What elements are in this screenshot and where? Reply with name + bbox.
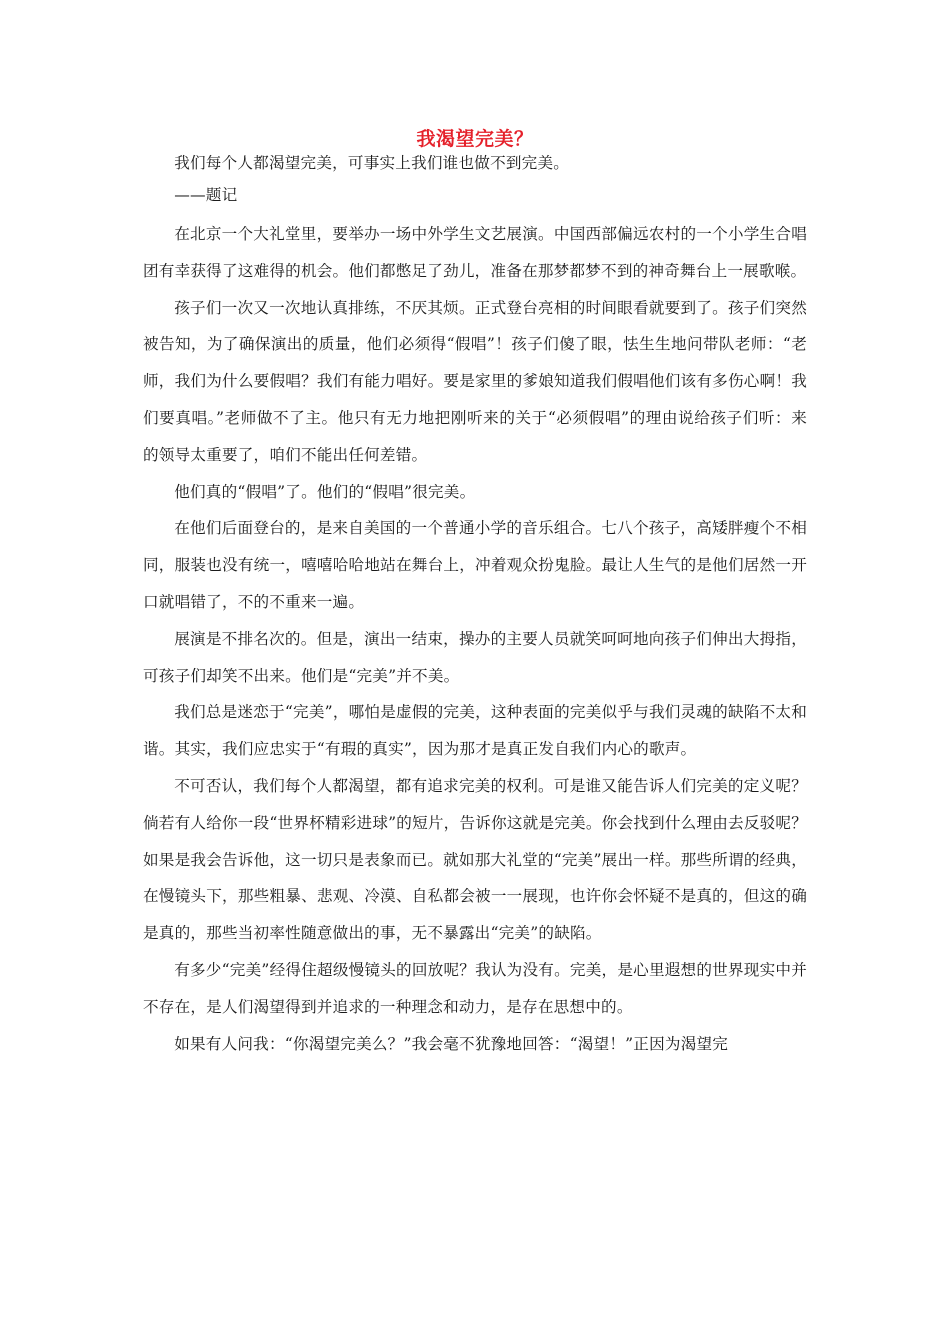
paragraph: 我们总是迷恋于“完美”，哪怕是虚假的完美，这种表面的完美似乎与我们灵魂的缺陷不太和谐。其实，我们应忠实于“有瑕的真实”，因为那才是真正发自我们内心的歌声。 [143, 703, 807, 759]
paragraph: 在北京一个大礼堂里，要举办一场中外学生文艺展演。中国西部偏远农村的一个小学生合唱团有幸获得了这难得的机会。他们都憋足了劲儿，准备在那梦都梦不到的神奇舞台上一展歌喉。 [143, 225, 807, 280]
paragraph: 如果有人问我：“你渴望完美么？”我会毫不犹豫地回答：“渴望！”正因为渴望完 [174, 1034, 729, 1053]
paragraph: 孩子们一次又一次地认真排练，不厌其烦。正式登台亮相的时间眼看就要到了。孩子们突然被告知，为了确保演出的质量，他们必须得“假唱”！孩子们傻了眼，怯生生地问带队老师：“老师，我们为什么要假唱？我们有能力唱好。要是家里的爹娘知道我们假唱他们该有多伤心啊！我们要真唱。”老师做不了主。他只有无力地把刚听来的关于“必须假唱”的理由说给孩子们听：来的领导太重要了，咱们不能出任何差错。 [143, 298, 807, 464]
paragraph: 不可否认，我们每个人都渴望，都有追求完美的权利。可是谁又能告诉人们完美的定义呢？倘若有人给你一段“世界杯精彩进球”的短片，告诉你这就是完美。你会找到什么理由去反驳呢？如果是我会告诉他，这一切只是表象而已。就如那大礼堂的“完美”展出一样。那些所谓的经典，在慢镜头下，那些粗暴、悲观、冷漠、自私都会被一一展现，也许你会怀疑不是真的，但这的确是真的，那些当初率性随意做出的事，无不暴露出“完美”的缺陷。 [143, 776, 807, 943]
epigraph: 我们每个人都渴望完美，可事实上我们谁也做不到完美。 [174, 154, 570, 172]
paragraph: 在他们后面登台的，是来自美国的一个普通小学的音乐组合。七八个孩子，高矮胖瘦个不相同，服装也没有统一，嘻嘻哈哈地站在舞台上，冲着观众扮鬼脸。最让人生气的是他们居然一开口就唱错了，不的不重来一遍。 [143, 519, 807, 611]
document-title: 我渴望完美？ [416, 128, 534, 150]
document-body [143, 150, 807, 1062]
paragraph: 有多少“完美”经得住超级慢镜头的回放呢？我认为没有。完美，是心里遐想的世界现实中并不存在，是人们渴望得到并追求的一种理念和动力，是存在思想中的。 [143, 960, 807, 1016]
epigraph-signature: ——题记 [174, 186, 238, 204]
paragraph: 展演是不排名次的。但是，演出一结束，操办的主要人员就笑呵呵地向孩子们伸出大拇指，可孩子们却笑不出来。他们是“完美”并不美。 [143, 629, 807, 685]
paragraph: 他们真的“假唱”了。他们的“假唱”很完美。 [174, 482, 476, 501]
